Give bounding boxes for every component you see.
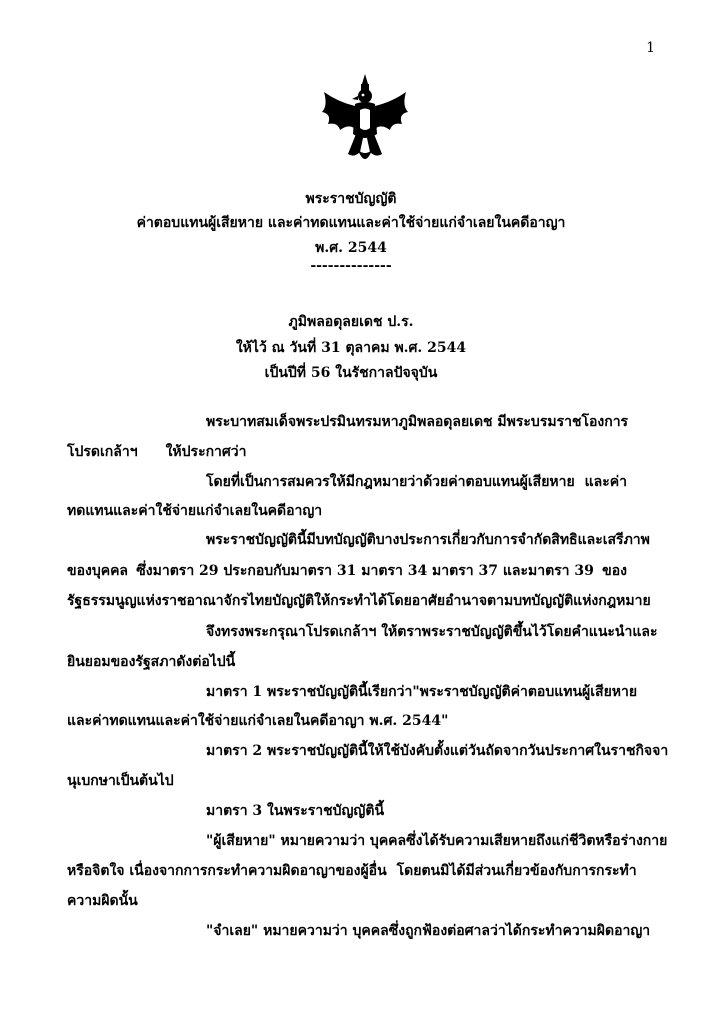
text-fragment: ให้ประกาศว่า (165, 444, 247, 460)
preamble-line (67, 560, 627, 582)
title-separator: -------------- (310, 258, 392, 274)
section-3-line: มาตรา 3 ในพระราชบัญญัตินี้ (206, 803, 385, 819)
text-fragment: และค่า (584, 474, 627, 490)
section-2-line: นุเบกษาเป็นต้นไป (67, 773, 174, 789)
act-title: พระราชบัญญัติ (305, 191, 397, 207)
text-fragment: "พระราชบัญญัติค่าตอบแทนผู้เสียหาย (412, 684, 638, 700)
text-fragment: มาตรา 1 พระราชบัญญัตินี้เรียกว่า (206, 684, 413, 700)
preamble-line: พระบาทสมเด็จพระปรมินทรมหาภูมิพลอดุลยเดช มีพระบรมราชโองการ (206, 414, 629, 430)
act-subtitle: ค่าตอบแทนผู้เสียหาย และค่าทดแทนและค่าใช้จ่ายแก่จำเลยในคดีอาญา (136, 215, 566, 231)
preamble-line: รัฐธรรมนูญแห่งราชอาณาจักรไทยบัญญัติให้กระทำได้โดยอาศัยอำนาจตามบทบัญญัติแห่งกฎหมาย (67, 593, 651, 609)
reign-year: เป็นปีที่ 56 ในรัชกาลปัจจุบัน (264, 365, 438, 381)
definition-line: ความผิดนั้น (67, 893, 138, 909)
given-date: ให้ไว้ ณ วันที่ 31 ตุลาคม พ.ศ. 2544 (235, 340, 467, 356)
preamble-line: พระราชบัญญัตินี้มีบทบัญญัติบางประการเกี่ยวกับการจำกัดสิทธิและเสรีภาพ (206, 532, 650, 548)
text-fragment: หรือจิตใจ เนื่องจากการกระทำความผิดอาญาของผู้อื่น (67, 863, 387, 879)
text-fragment: ของ (602, 563, 627, 579)
section-1-line (206, 681, 638, 703)
preamble-line (67, 441, 247, 463)
text-fragment: โปรดเกล้าฯ (67, 444, 138, 460)
garuda-emblem-icon (318, 72, 412, 168)
text-fragment: ของบุคคล (67, 563, 129, 579)
definition-line: "จำเลย" หมายความว่า บุคคลซึ่งถูกฟ้องต่อศาลว่าได้กระทำความผิดอาญา (206, 923, 651, 939)
enactment-line: จึงทรงพระกรุณาโปรดเกล้าฯ ให้ตราพระราชบัญญัติขึ้นไว้โดยคำแนะนำและ (206, 624, 658, 640)
definition-line: "ผู้เสียหาย" หมายความว่า บุคคลซึ่งได้รับความเสียหายถึงแก่ชีวิตหรือร่างกาย (206, 833, 668, 849)
preamble-line (206, 471, 627, 493)
text-fragment: โดยตนมิได้มีส่วนเกี่ยวข้องกับการกระทำ (396, 863, 637, 879)
preamble-line: ทดแทนและค่าใช้จ่ายแก่จำเลยในคดีอาญา (67, 503, 323, 519)
enactment-line: ยินยอมของรัฐสภาดังต่อไปนี้ (67, 654, 236, 670)
section-2-line: มาตรา 2 พระราชบัญญัตินี้ให้ใช้บังคับตั้งแต่วันถัดจากวันประกาศในราชกิจจา (206, 743, 669, 759)
act-year: พ.ศ. 2544 (315, 240, 387, 256)
text-fragment: โดยที่เป็นการสมควรให้มีกฎหมายว่าด้วยค่าตอบแทนผู้เสียหาย (206, 474, 575, 490)
section-1-line: และค่าทดแทนและค่าใช้จ่ายแก่จำเลยในคดีอาญา พ.ศ. 2544" (67, 713, 449, 729)
page-number: 1 (646, 40, 655, 56)
text-fragment: ซึ่งมาตรา 29 ประกอบกับมาตรา 31 มาตรา 34 มาตรา 37 และมาตรา 39 (136, 563, 594, 579)
definition-line (67, 860, 637, 882)
king-signature-name: ภูมิพลอดุลยเดช ป.ร. (288, 314, 414, 330)
